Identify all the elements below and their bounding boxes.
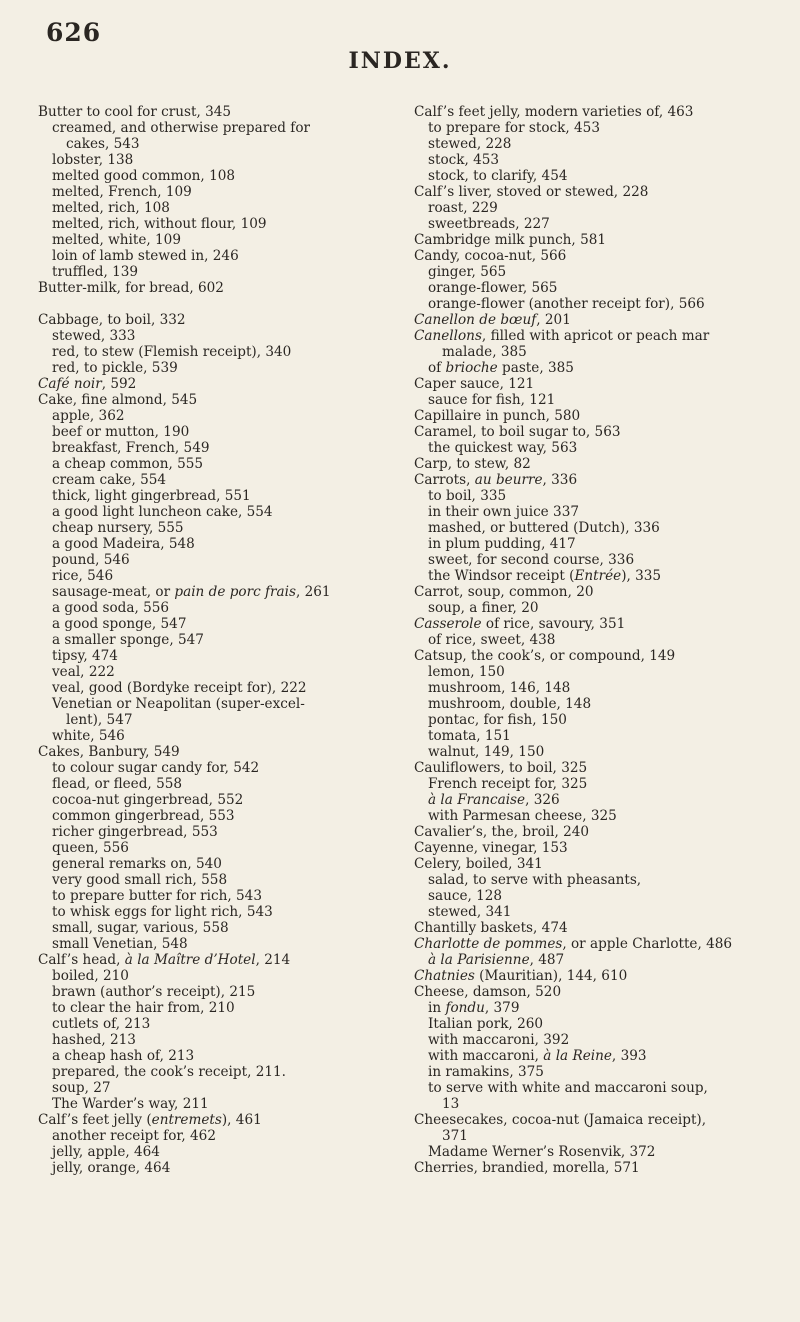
index-entry (414, 440, 780, 456)
index-entry-text: to boil, 335 (428, 488, 507, 504)
index-entry-text: , 487 (529, 952, 565, 968)
index-entry (38, 1128, 384, 1144)
index-entry (414, 744, 780, 760)
index-entry (38, 1000, 384, 1016)
index-entry (38, 712, 384, 728)
index-entry (38, 488, 384, 504)
index-entry-text: Cauliflowers, to boil, 325 (414, 760, 588, 776)
index-entry-text: soup, 27 (52, 1080, 111, 1096)
index-entry-text: the quickest way, 563 (428, 440, 578, 456)
index-entry (38, 456, 384, 472)
index-entry-text: veal, good (Bordyke receipt for), 222 (52, 680, 307, 696)
index-entry-text: melted, rich, 108 (52, 200, 170, 216)
index-entry (38, 1016, 384, 1032)
index-entry-text: , or apple Charlotte, 486 (562, 936, 733, 952)
index-entry-text: richer gingerbread, 553 (52, 824, 218, 840)
index-entry-text: the Windsor receipt ( (428, 568, 575, 584)
index-entry (38, 856, 384, 872)
index-entry-text: in plum pudding, 417 (428, 536, 576, 552)
index-entry (38, 472, 384, 488)
index-entry-text: Celery, boiled, 341 (414, 856, 543, 872)
index-entry (414, 840, 780, 856)
index-entry (414, 808, 780, 824)
index-entry (414, 264, 780, 280)
index-entry-text: French receipt for, 325 (428, 776, 588, 792)
index-entry-text: with maccaroni, (428, 1048, 544, 1064)
index-entry (414, 824, 780, 840)
index-entry-text: a good light luncheon cake, 554 (52, 504, 273, 520)
index-entry (414, 1112, 780, 1128)
index-entry-text: melted, French, 109 (52, 184, 192, 200)
index-entry-italic-text: brioche (445, 360, 498, 376)
index-entry (38, 728, 384, 744)
index-entry (414, 136, 780, 152)
index-entry (414, 1032, 780, 1048)
index-entry (414, 792, 780, 808)
index-entry-italic-text: Casserole (414, 616, 482, 632)
index-entry-text: in (428, 1000, 446, 1016)
index-entry (414, 728, 780, 744)
index-entry (414, 424, 780, 440)
index-entry (414, 392, 780, 408)
index-entry-text: stewed, 333 (52, 328, 136, 344)
index-entry (38, 584, 384, 600)
index-entry-text: soup, a finer, 20 (428, 600, 539, 616)
index-entry (38, 872, 384, 888)
index-entry-text: The Warder’s way, 211 (52, 1096, 209, 1112)
index-entry (38, 568, 384, 584)
index-entry (414, 712, 780, 728)
index-entry-text: of rice, sweet, 438 (428, 632, 556, 648)
index-entry (38, 1144, 384, 1160)
index-entry-text: Italian pork, 260 (428, 1016, 544, 1032)
index-entry (38, 888, 384, 904)
index-entry-text: tomata, 151 (428, 728, 511, 744)
index-entry (414, 1096, 780, 1112)
index-entry (38, 840, 384, 856)
index-entry-italic-text: à la Reine (543, 1048, 612, 1064)
index-entry (38, 424, 384, 440)
index-entry-text: , 261 (295, 584, 331, 600)
index-entry-text: , 592 (101, 376, 137, 392)
index-entry (38, 952, 384, 968)
index-entry-italic-text: fondu (445, 1000, 485, 1016)
index-entry-text: hashed, 213 (52, 1032, 136, 1048)
index-entry (414, 344, 780, 360)
index-entry (38, 904, 384, 920)
index-entry-text: small, sugar, various, 558 (52, 920, 229, 936)
index-entry (38, 1032, 384, 1048)
index-entry-italic-text: à la Francaise (428, 792, 526, 808)
index-entry (414, 760, 780, 776)
index-entry-text: mashed, or buttered (Dutch), 336 (428, 520, 660, 536)
index-entry-text: roast, 229 (428, 200, 498, 216)
index-entry (38, 520, 384, 536)
index-entry (414, 216, 780, 232)
index-entry-text: of rice, savoury, 351 (481, 616, 626, 632)
index-column-left (38, 104, 384, 1176)
index-entry-text: lobster, 138 (52, 152, 134, 168)
index-entry-text: veal, 222 (52, 664, 115, 680)
index-entry-text: flead, or fleed, 558 (52, 776, 183, 792)
index-entry-text: Carrots, (414, 472, 475, 488)
index-entry (38, 536, 384, 552)
index-entry (414, 488, 780, 504)
index-entry (414, 696, 780, 712)
index-entry-text: a cheap hash of, 213 (52, 1048, 195, 1064)
index-entry (414, 984, 780, 1000)
index-entry-text: Capillaire in punch, 580 (414, 408, 581, 424)
index-entry-text: a good Madeira, 548 (52, 536, 195, 552)
index-entry-text: Calf’s head, (38, 952, 125, 968)
index-entry-text: another receipt for, 462 (52, 1128, 216, 1144)
index-entry (38, 344, 384, 360)
index-entry-text: stewed, 228 (428, 136, 512, 152)
index-entry-text: , 393 (611, 1048, 647, 1064)
index-entry-text: (Mauritian), 144, 610 (474, 968, 628, 984)
index-entry-text: sausage-meat, or (52, 584, 175, 600)
index-entry (38, 792, 384, 808)
index-entry-text: walnut, 149, 150 (428, 744, 545, 760)
page-number: 626 (46, 18, 102, 47)
index-entry-text: cheap nursery, 555 (52, 520, 184, 536)
index-entry (414, 680, 780, 696)
index-entry (414, 1064, 780, 1080)
index-entry (414, 936, 780, 952)
index-entry-text: to prepare butter for rich, 543 (52, 888, 262, 904)
index-entry (38, 1096, 384, 1112)
index-entry (414, 296, 780, 312)
index-entry (414, 1144, 780, 1160)
index-entry-text: 13 (442, 1096, 460, 1112)
index-entry (414, 328, 780, 344)
index-entry-text: mushroom, 146, 148 (428, 680, 571, 696)
index-entry (38, 312, 384, 328)
index-entry-italic-text: à la Maître d’Hotel (124, 952, 256, 968)
index-entry-text: mushroom, double, 148 (428, 696, 592, 712)
index-entry-text: thick, light gingerbread, 551 (52, 488, 251, 504)
index-entry (38, 920, 384, 936)
index-entry (38, 824, 384, 840)
index-entry (38, 184, 384, 200)
index-entry (414, 632, 780, 648)
index-entry-text: Chantilly baskets, 474 (414, 920, 568, 936)
index-entry (38, 408, 384, 424)
index-entry-text: stock, to clarify, 454 (428, 168, 568, 184)
index-entry (414, 168, 780, 184)
index-entry-text: orange-flower (another receipt for), 566 (428, 296, 705, 312)
index-entry (38, 1160, 384, 1176)
index-entry-italic-text: Charlotte de pommes (414, 936, 563, 952)
index-entry (414, 152, 780, 168)
index-entry (38, 248, 384, 264)
index-entry-text: rice, 546 (52, 568, 114, 584)
index-entry-text: stock, 453 (428, 152, 500, 168)
index-entry (414, 776, 780, 792)
index-entry-text: ginger, 565 (428, 264, 507, 280)
index-entry (38, 376, 384, 392)
index-entry-italic-text: entremets (151, 1112, 222, 1128)
index-entry-text: pontac, for fish, 150 (428, 712, 567, 728)
index-entry-text: Cheese, damson, 520 (414, 984, 562, 1000)
index-entry (38, 696, 384, 712)
page-header: INDEX. (348, 48, 452, 74)
index-entry (414, 504, 780, 520)
index-entry (414, 408, 780, 424)
index-entry-text: Cheesecakes, cocoa-nut (Jamaica receipt), (414, 1112, 707, 1128)
index-entry-text: malade, 385 (442, 344, 527, 360)
index-entry (38, 120, 384, 136)
index-entry-text: Carp, to stew, 82 (414, 456, 531, 472)
index-entry (414, 616, 780, 632)
index-entry-text: a smaller sponge, 547 (52, 632, 204, 648)
index-entry (38, 152, 384, 168)
index-entry-text: to serve with white and maccaroni soup, (428, 1080, 708, 1096)
index-entry (414, 968, 780, 984)
index-entry-text: lemon, 150 (428, 664, 505, 680)
index-entry-text: stewed, 341 (428, 904, 512, 920)
index-entry (414, 104, 780, 120)
index-entry-text: small Venetian, 548 (52, 936, 188, 952)
index-entry-text: cakes, 543 (66, 136, 140, 152)
index-entry-text: orange-flower, 565 (428, 280, 558, 296)
index-entry-text: ), 461 (221, 1112, 262, 1128)
index-entry (414, 184, 780, 200)
index-entry-text: to whisk eggs for light rich, 543 (52, 904, 273, 920)
index-entry (414, 568, 780, 584)
index-entry (38, 760, 384, 776)
index-entry (38, 328, 384, 344)
index-entry-text: Cherries, brandied, morella, 571 (414, 1160, 640, 1176)
index-entry-text: Butter to cool for crust, 345 (38, 104, 232, 120)
index-entry (414, 552, 780, 568)
index-entry (38, 808, 384, 824)
index-entry (38, 504, 384, 520)
index-entry-italic-text: Café noir (38, 376, 102, 392)
index-entry-text: with maccaroni, 392 (428, 1032, 570, 1048)
index-entry (414, 952, 780, 968)
index-entry-italic-text: Entrée (574, 568, 622, 584)
index-entry-text: jelly, apple, 464 (52, 1144, 160, 1160)
index-entry-text: ), 335 (621, 568, 662, 584)
index-entry-text: creamed, and otherwise prepared for (52, 120, 311, 136)
index-entry-text: Calf’s feet jelly ( (38, 1112, 152, 1128)
index-entry-italic-text: à la Parisienne (428, 952, 530, 968)
index-entry (414, 456, 780, 472)
index-entry (414, 600, 780, 616)
index-entry (38, 776, 384, 792)
index-entry-text: Cayenne, vinegar, 153 (414, 840, 568, 856)
index-entry-text: red, to pickle, 539 (52, 360, 178, 376)
index-entry (38, 136, 384, 152)
index-entry-italic-text: pain de porc frais (174, 584, 296, 600)
index-entry-text: boiled, 210 (52, 968, 129, 984)
index-entry-italic-text: au beurre (474, 472, 543, 488)
index-entry (414, 1128, 780, 1144)
index-entry-text: sweet, for second course, 336 (428, 552, 635, 568)
index-entry (38, 360, 384, 376)
index-entry-text: melted good common, 108 (52, 168, 236, 184)
index-entry (38, 1080, 384, 1096)
index-entry-text: Caramel, to boil sugar to, 563 (414, 424, 621, 440)
index-entry (38, 648, 384, 664)
index-entry (414, 200, 780, 216)
index-entry-text: queen, 556 (52, 840, 129, 856)
index-entry-text: sauce for fish, 121 (428, 392, 556, 408)
index-entry-text: of (428, 360, 446, 376)
index-entry (38, 232, 384, 248)
index-entry-text: common gingerbread, 553 (52, 808, 235, 824)
index-entry-text: to prepare for stock, 453 (428, 120, 600, 136)
index-entry-text: beef or mutton, 190 (52, 424, 190, 440)
index-entry (38, 440, 384, 456)
index-entry (414, 1016, 780, 1032)
index-entry (414, 232, 780, 248)
index-entry-text: , 201 (536, 312, 571, 328)
index-entry-text: breakfast, French, 549 (52, 440, 210, 456)
index-entry-text: Cakes, Banbury, 549 (38, 744, 180, 760)
index-entry-text: Madame Werner’s Rosenvik, 372 (428, 1144, 656, 1160)
index-entry-text: jelly, orange, 464 (52, 1160, 171, 1176)
index-entry (414, 1160, 780, 1176)
index-entry-text: prepared, the cook’s receipt, 211. (52, 1064, 286, 1080)
index-entry-text: Venetian or Neapolitan (super-excel- (52, 696, 305, 712)
index-entry (38, 392, 384, 408)
index-entry-text: cocoa-nut gingerbread, 552 (52, 792, 244, 808)
index-entry (38, 1048, 384, 1064)
index-entry (414, 920, 780, 936)
index-entry-text: apple, 362 (52, 408, 125, 424)
index-entry-text: salad, to serve with pheasants, (428, 872, 642, 888)
index-entry (414, 664, 780, 680)
index-entry-text: cream cake, 554 (52, 472, 167, 488)
index-entry-text: pound, 546 (52, 552, 130, 568)
index-entry-text: Cambridge milk punch, 581 (414, 232, 607, 248)
index-entry-text: Carrot, soup, common, 20 (414, 584, 594, 600)
index-entry-italic-text: Canellons (414, 328, 482, 344)
index-entry-text: , filled with apricot or peach mar (481, 328, 710, 344)
index-entry-text: , 326 (525, 792, 560, 808)
index-entry (38, 664, 384, 680)
index-entry (38, 1112, 384, 1128)
index-entry (38, 744, 384, 760)
index-entry (38, 968, 384, 984)
index-entry-text: paste, 385 (497, 360, 574, 376)
index-entry-text: Calf’s feet jelly, modern varieties of, 463 (414, 104, 694, 120)
index-entry (414, 360, 780, 376)
index-entry-text: , 336 (542, 472, 578, 488)
index-column-right (414, 104, 780, 1176)
index-entry-text: Caper sauce, 121 (414, 376, 535, 392)
index-entry (414, 1080, 780, 1096)
index-entry-text: Catsup, the cook’s, or compound, 149 (414, 648, 676, 664)
index-entry (38, 984, 384, 1000)
index-entry-text: to clear the hair from, 210 (52, 1000, 235, 1016)
index-entry (414, 520, 780, 536)
index-entry-text: brawn (author’s receipt), 215 (52, 984, 256, 1000)
index-entry (414, 856, 780, 872)
index-entry (414, 648, 780, 664)
index-entry (38, 552, 384, 568)
index-entry-text: red, to stew (Flemish receipt), 340 (52, 344, 292, 360)
index-entry (38, 616, 384, 632)
index-entry-text: truffled, 139 (52, 264, 139, 280)
index-entry-text: , 379 (484, 1000, 520, 1016)
index-entry (38, 216, 384, 232)
index-entry-text: a good sponge, 547 (52, 616, 187, 632)
index-entry-text: Cake, fine almond, 545 (38, 392, 198, 408)
index-entry-text: in ramakins, 375 (428, 1064, 544, 1080)
index-entry-text: very good small rich, 558 (52, 872, 228, 888)
index-entry-text: with Parmesan cheese, 325 (428, 808, 617, 824)
index-entry-text: cutlets of, 213 (52, 1016, 151, 1032)
index-entry (414, 1000, 780, 1016)
index-entry-text: Calf’s liver, stoved or stewed, 228 (414, 184, 649, 200)
index-entry-text: tipsy, 474 (52, 648, 118, 664)
index-entry (414, 888, 780, 904)
index-entry-text: to colour sugar candy for, 542 (52, 760, 260, 776)
index-entry (38, 104, 384, 120)
index-entry-text: sauce, 128 (428, 888, 503, 904)
index-entry (414, 904, 780, 920)
index-entry-text: melted, rich, without flour, 109 (52, 216, 267, 232)
index-entry-text: , 214 (255, 952, 291, 968)
index-entry-text: 371 (442, 1128, 468, 1144)
index-entry (414, 376, 780, 392)
index-entry (38, 264, 384, 280)
index-entry (414, 1048, 780, 1064)
index-entry (414, 472, 780, 488)
index-entry-text: loin of lamb stewed in, 246 (52, 248, 239, 264)
index-entry (38, 936, 384, 952)
index-entry-text: sweetbreads, 227 (428, 216, 550, 232)
index-entry-text: Cavalier’s, the, broil, 240 (414, 824, 590, 840)
index-entry-text: white, 546 (52, 728, 125, 744)
index-entry (414, 584, 780, 600)
index-entry (414, 536, 780, 552)
index-entry (38, 1064, 384, 1080)
index-entry (38, 600, 384, 616)
index-entry (414, 280, 780, 296)
index-entry-text: in their own juice 337 (428, 504, 579, 520)
index-entry-text: melted, white, 109 (52, 232, 181, 248)
index-entry-text: general remarks on, 540 (52, 856, 222, 872)
index-entry-text: lent), 547 (66, 712, 133, 728)
index-entry (38, 632, 384, 648)
index-entry-text: a cheap common, 555 (52, 456, 204, 472)
index-entry-text: a good soda, 556 (52, 600, 170, 616)
index-entry-text: Butter-milk, for bread, 602 (38, 280, 224, 296)
index-entry (38, 680, 384, 696)
index-entry (38, 280, 384, 296)
index-entry (414, 872, 780, 888)
index-entry-text: Candy, cocoa-nut, 566 (414, 248, 567, 264)
index-entry-italic-text: Chatnies (414, 968, 475, 984)
index-entry-text: Cabbage, to boil, 332 (38, 312, 186, 328)
index-entry (414, 312, 780, 328)
index-entry (414, 248, 780, 264)
index-entry-italic-text: Canellon de bœuf (414, 312, 537, 328)
index-entry (414, 120, 780, 136)
index-entry (38, 168, 384, 184)
index-entry (38, 200, 384, 216)
